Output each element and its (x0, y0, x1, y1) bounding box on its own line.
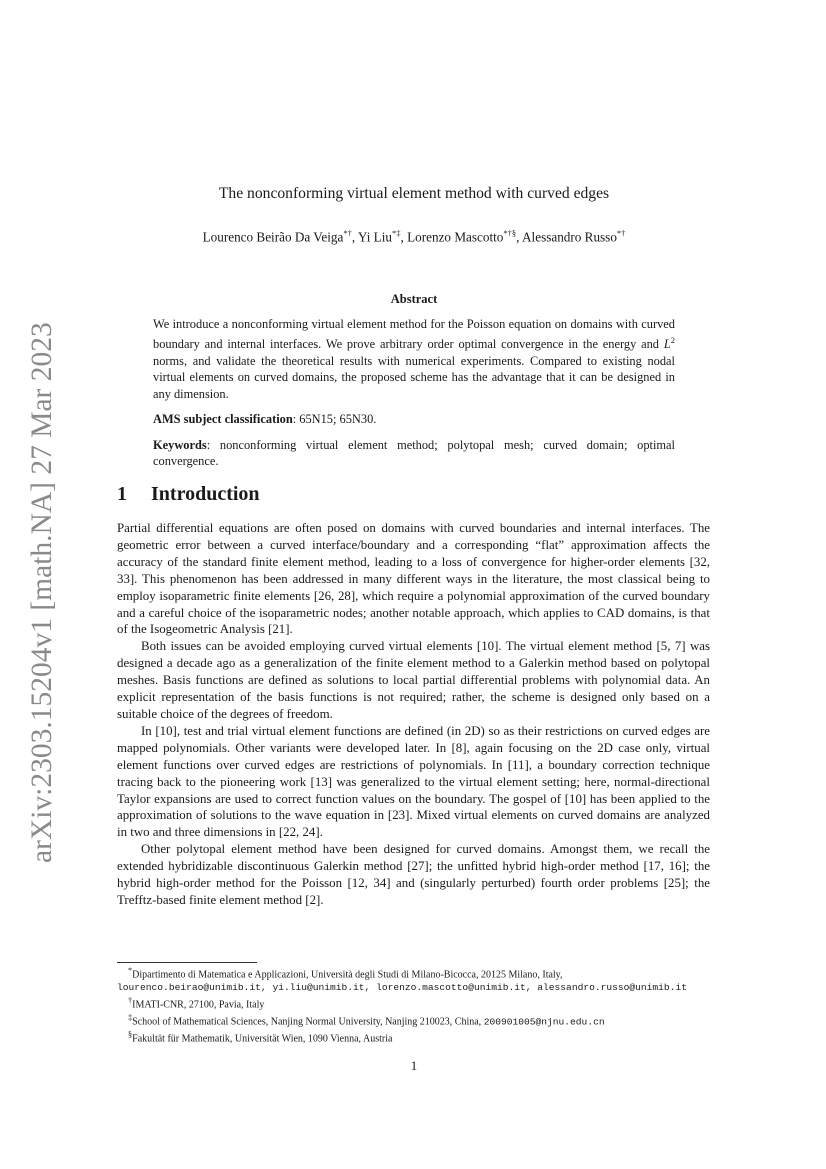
footnote-text: Fakultät für Mathematik, Universität Wien, 1090 Vienna, Austria (132, 1033, 393, 1045)
arxiv-identifier-stamp: arXiv:2303.15204v1 [math.NA] 27 Mar 2023 (26, 322, 58, 863)
author-email: 200901005@njnu.edu.cn (483, 1016, 605, 1028)
footnote-text: Dipartimento di Matematica e Applicazioni, Università degli Studi di Milano-Bicocca, 20125 Milano, Italy, (132, 969, 563, 981)
footnote-text: IMATI-CNR, 27100, Pavia, Italy (132, 999, 265, 1011)
author-name: Alessandro Russo (522, 229, 617, 245)
footnote-mark: § (128, 1030, 133, 1040)
paragraph: Other polytopal element method have been designed for curved domains. Amongst them, we recall the extended hybridizable discontinuous Galerkin method [27]; the unfitted hybrid high-order method [17, 16]; the hybrid high-order method for the Poisson [12, 34] and (singularly perturbed) fourth order problems [25]; the Trefftz-based finite element method [2]. (117, 842, 710, 907)
footnote (117, 995, 710, 1012)
introduction-body (117, 520, 710, 909)
footnote (117, 965, 710, 982)
abstract-heading: Abstract (390, 292, 438, 306)
paragraph: Both issues can be avoided employing curved virtual elements [10]. The virtual element method [5, 7] was designed a decade ago as a generalization of the finite element method to a Galerkin method based on polytopal meshes. Basis functions are defined as solutions to local partial differential problems with polynomial data. An explicit representation of the basis functions is not required; rather, the scheme is designed only based on a suitable choice of the degrees of freedom. (117, 639, 710, 721)
keywords (153, 437, 675, 470)
keywords-label: Keywords (153, 437, 207, 452)
page-number: 1 (410, 1059, 418, 1073)
abstract-text (153, 316, 675, 402)
author-name: Yi Liu (357, 229, 392, 245)
abstract-text-part: We introduce a nonconforming virtual element method for the Poisson equation on domains with curved boundary and internal interfaces. We prove arbitrary order optimal convergence in the energy and (153, 317, 675, 352)
author-name: Lourenco Beirão Da Veiga (202, 229, 344, 245)
footnote-mark: * (128, 966, 133, 975)
author-affiliation-marks: *† (343, 228, 352, 238)
section-number: 1 (117, 483, 127, 505)
footnote (117, 1029, 710, 1046)
paragraph: In [10], test and trial virtual element functions are defined (in 2D) so as their restrictions on curved edges are mapped polynomials. Other variants were developed later. In [8], again focusing on the 2D case only, virtual element functions over curved edges are restrictions of polynomials. In [11], a boundary correction technique tracing back to the pioneering work [13] was generalized to the virtual element setting; here, normal-directional Taylor expansions are used to correct function values on the boundary. The gospel of [10] has been applied to the approximation of solutions to the wave equation in [23]. Mixed virtual elements on curved domains are analyzed in two and three dimensions in [22, 24]. (117, 723, 710, 840)
paragraph: Partial differential equations are often posed on domains with curved boundaries and internal interfaces. The geometric error between a curved interface/boundary and a corresponding “flat” approximation affects the accuracy of the standard finite element method, leading to a loss of convergence for higher-order elements [32, 33]. This phenomenon has been addressed in many different ways in the literature, the most classical being to employ isoparametric finite elements [26, 28], which require a polynomial approximation of the curved boundary and a careful choice of the isoparametric nodes; another notable approach, which applies to CAD domains, is that of the Isogeometric Analysis [21]. (117, 521, 710, 637)
footnote-text: School of Mathematical Sciences, Nanjing Normal University, Nanjing 210023, China, (132, 1016, 484, 1028)
ams-classification (153, 411, 675, 427)
abstract-body (153, 316, 675, 469)
footnote-divider (117, 962, 257, 963)
ams-value: : 65N15; 65N30. (292, 412, 377, 427)
author-affiliation-marks: *†§ (503, 228, 517, 238)
author-name: Lorenzo Mascotto (407, 229, 504, 245)
section-heading (117, 483, 260, 506)
footnote-mark: ‡ (128, 1013, 133, 1023)
footnote (117, 1012, 710, 1029)
keywords-value: : nonconforming virtual element method; polytopal mesh; curved domain; optimal convergence. (153, 437, 675, 468)
paper-title: The nonconforming virtual element method with curved edges (218, 185, 610, 202)
abstract-text-part: norms, and validate the theoretical results with numerical experiments. Compared to existing nodal virtual elements on curved domains, the proposed scheme has the advantage that it can be designed in any dimension. (153, 353, 675, 401)
author-list: Lourenco Beirão Da Veiga*†, Yi Liu*‡, Lorenzo Mascotto*†§, Alessandro Russo*† (202, 228, 626, 245)
author-emails: lourenco.beirao@unimib.it, yi.liu@unimib.it, lorenzo.mascotto@unimib.it, alessandro.russo@unimib.it (117, 982, 687, 994)
footnotes (117, 965, 710, 1046)
norm-exponent: 2 (670, 335, 675, 346)
footnote-mark: † (128, 995, 133, 1005)
footnote-continuation (117, 982, 710, 995)
author-affiliation-marks: *‡ (392, 228, 401, 238)
author-affiliation-marks: *† (616, 228, 626, 238)
ams-label: AMS subject classification (153, 412, 293, 427)
norm-symbol: L (663, 337, 671, 352)
section-title: Introduction (151, 483, 260, 505)
